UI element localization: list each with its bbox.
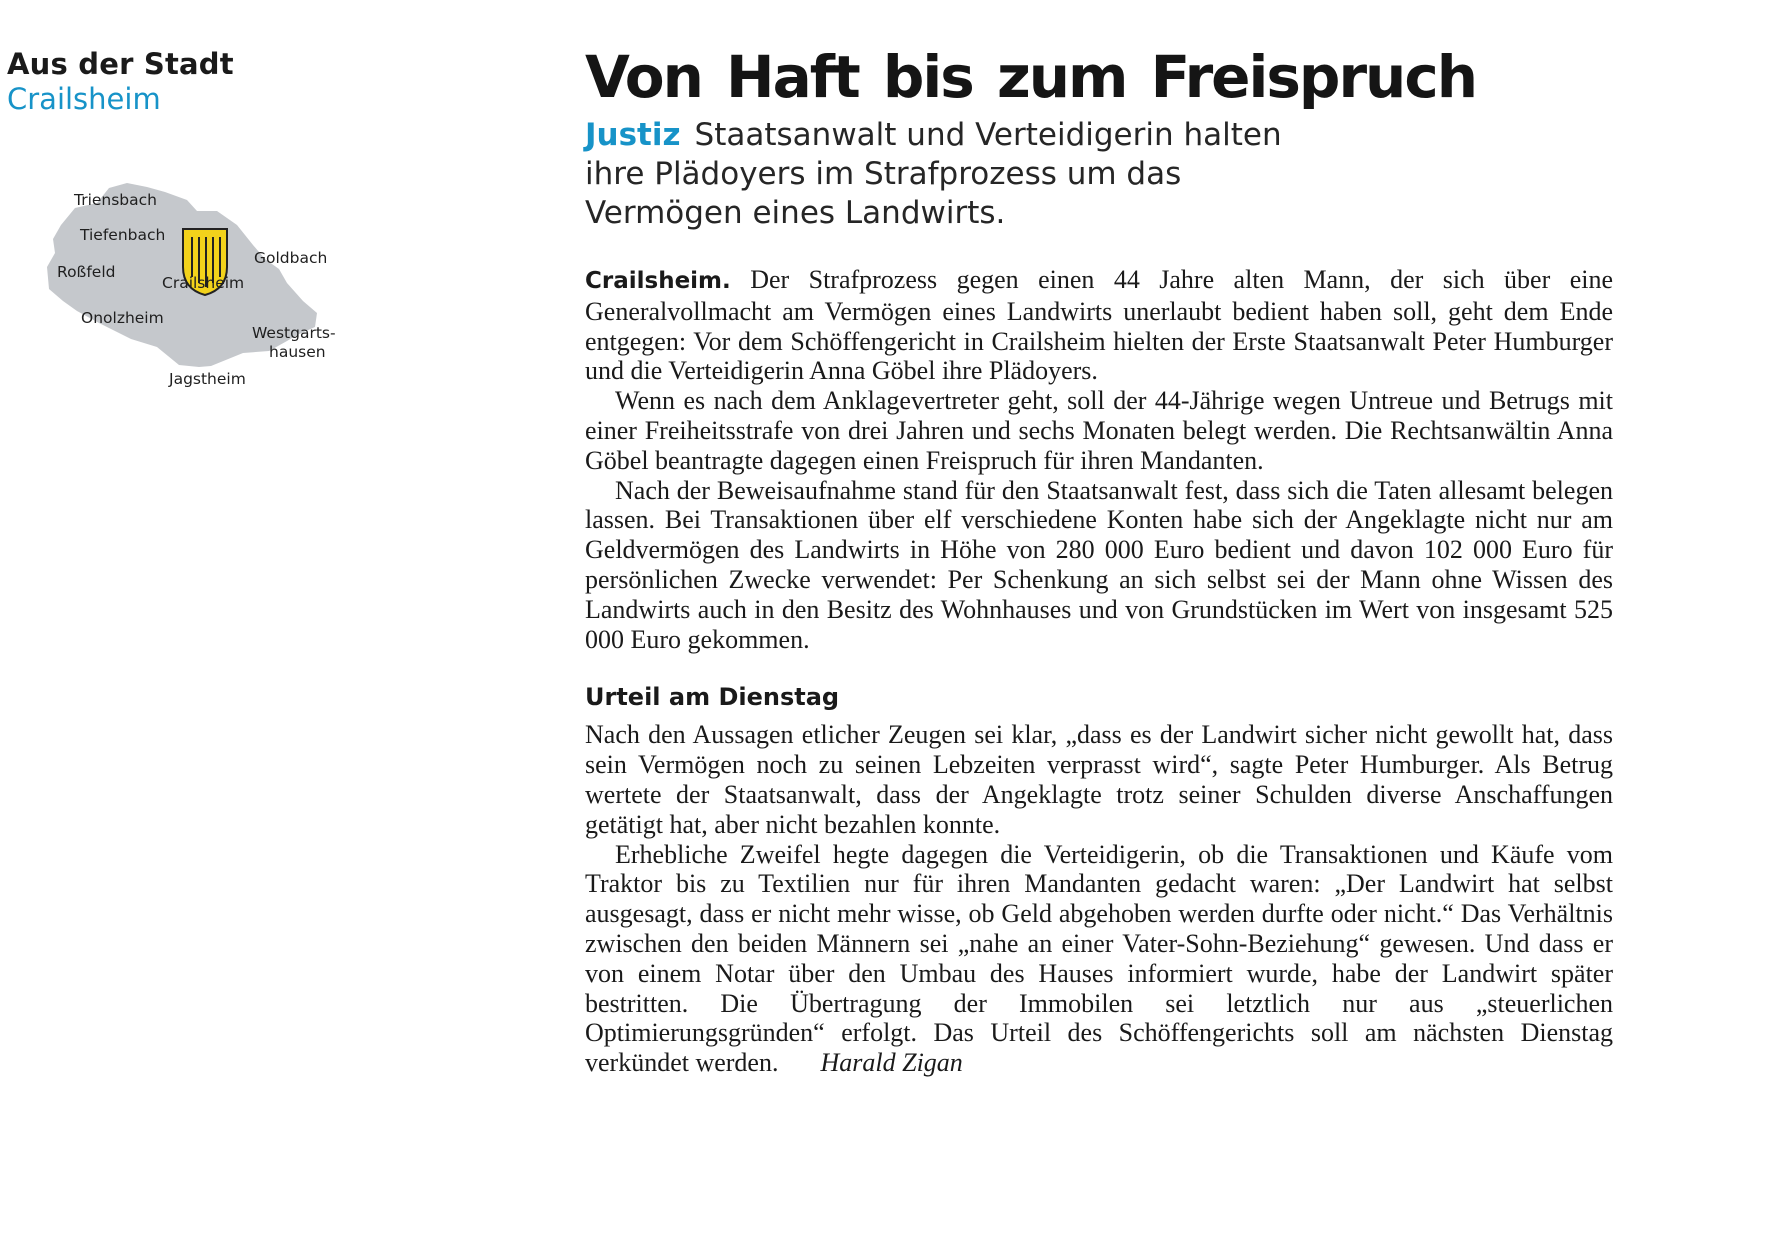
article-author: Harald Zigan: [820, 1048, 963, 1078]
locator-map: [47, 183, 360, 405]
article-subhead-text: Staatsanwalt und Verteidigerin halten ihre Plädoyers im Strafprozess um das Vermögen eines Landwirts.: [585, 117, 1282, 231]
map-label-crailsheim: Crailsheim: [162, 274, 245, 292]
article-paragraph-text: Der Strafprozess gegen einen 44 Jahre alten Mann, der sich über eine Generalvollmacht am Vermögen eines Landwirts unerlaubt bedient haben soll, geht dem Ende entgegen: Vor dem Schöffengericht in Crailsheim hielten der Erste Staatsanwalt Peter Humburger und die Verteidigerin Anna Göbel ihre Plädoyers.: [585, 265, 1613, 386]
article-paragraph: Nach den Aussagen etlicher Zeugen sei klar, „dass es der Landwirt sicher nicht gewollt hat, dass sein Vermögen noch zu seinen Lebzeiten verprasst wird“, sagte Peter Humburger. Als Betrug wertete der Staatsanwalt, dass der Angeklagte trotz seiner Schulden diverse Anschaffungen getätigt hat, aber nicht bezahlen konnte.: [585, 720, 1613, 839]
article-subhead: [585, 116, 1345, 233]
map-label-onolzheim: Onolzheim: [81, 309, 164, 327]
article-paragraph: [585, 265, 1613, 386]
article-subheading: Urteil am Dienstag: [585, 683, 840, 712]
article-paragraph-text: Erhebliche Zweifel hegte dagegen die Verteidigerin, ob die Transaktionen und Käufe vom Traktor bis zu Textilien nur für ihren Mandanten gedacht waren: „Der Landwirt hat selbst ausgesagt, dass er nicht mehr wisse, ob Geld abgehoben werden durfte oder nicht.“ Das Verhältnis zwischen den beiden Männern sei „nahe an einer Vater-Sohn-Beziehung“ gewesen. Und dass er von einem Notar über den Umbau des Hauses informiert wurde, habe der Landwirt später bestritten. Die Übertragung der Immobilen sei letztlich nur aus „steuerlichen Optimierungsgründen“ erfolgt. Das Urteil des Schöffengerichts soll am nächsten Dienstag verkündet werden.: [585, 839, 1613, 1078]
article-paragraph: Wenn es nach dem Anklagevertreter geht, soll der 44-Jährige wegen Untreue und Betrugs mit einer Freiheitsstrafe von drei Jahren und sechs Monaten belegt werden. Die Rechtsanwältin Anna Göbel beantragte dagegen einen Freispruch für ihren Mandanten.: [585, 386, 1613, 475]
article-dateline: Crailsheim.: [585, 268, 731, 294]
article-headline: Von Haft bis zum Freispruch: [585, 43, 1477, 111]
article-body: [585, 265, 1613, 1078]
section-label: [7, 48, 234, 117]
article: [585, 40, 1613, 1078]
article-paragraph: Nach der Beweisaufnahme stand für den Staatsanwalt fest, dass sich die Taten allesamt belegen lassen. Bei Transaktionen über elf verschiedene Konten habe sich der Angeklagte nicht nur am Geldvermögen des Landwirts in Höhe von 280 000 Euro bedient und davon 102 000 Euro für persönlichen Zwecke verwendet: Per Schenkung an sich selbst sei der Mann ohne Wissen des Landwirts auch in den Besitz des Wohnhauses und von Grundstücken im Wert von insgesamt 525 000 Euro gekommen.: [585, 475, 1613, 654]
section-city: Crailsheim: [7, 82, 161, 116]
article-kicker: Justiz: [585, 117, 681, 153]
map-label-westgartshausen-2: hausen: [269, 343, 326, 361]
map-label-westgartshausen-1: Westgarts-: [252, 324, 336, 342]
map-label-rossfeld: Roßfeld: [57, 263, 116, 281]
map-label-jagstheim: Jagstheim: [169, 370, 246, 388]
section-rubric: Aus der Stadt: [7, 47, 234, 81]
map-label-tiefenbach: Tiefenbach: [80, 226, 166, 244]
article-paragraph: [585, 840, 1613, 1078]
map-label-triensbach: Triensbach: [74, 191, 157, 209]
map-label-goldbach: Goldbach: [254, 249, 328, 267]
